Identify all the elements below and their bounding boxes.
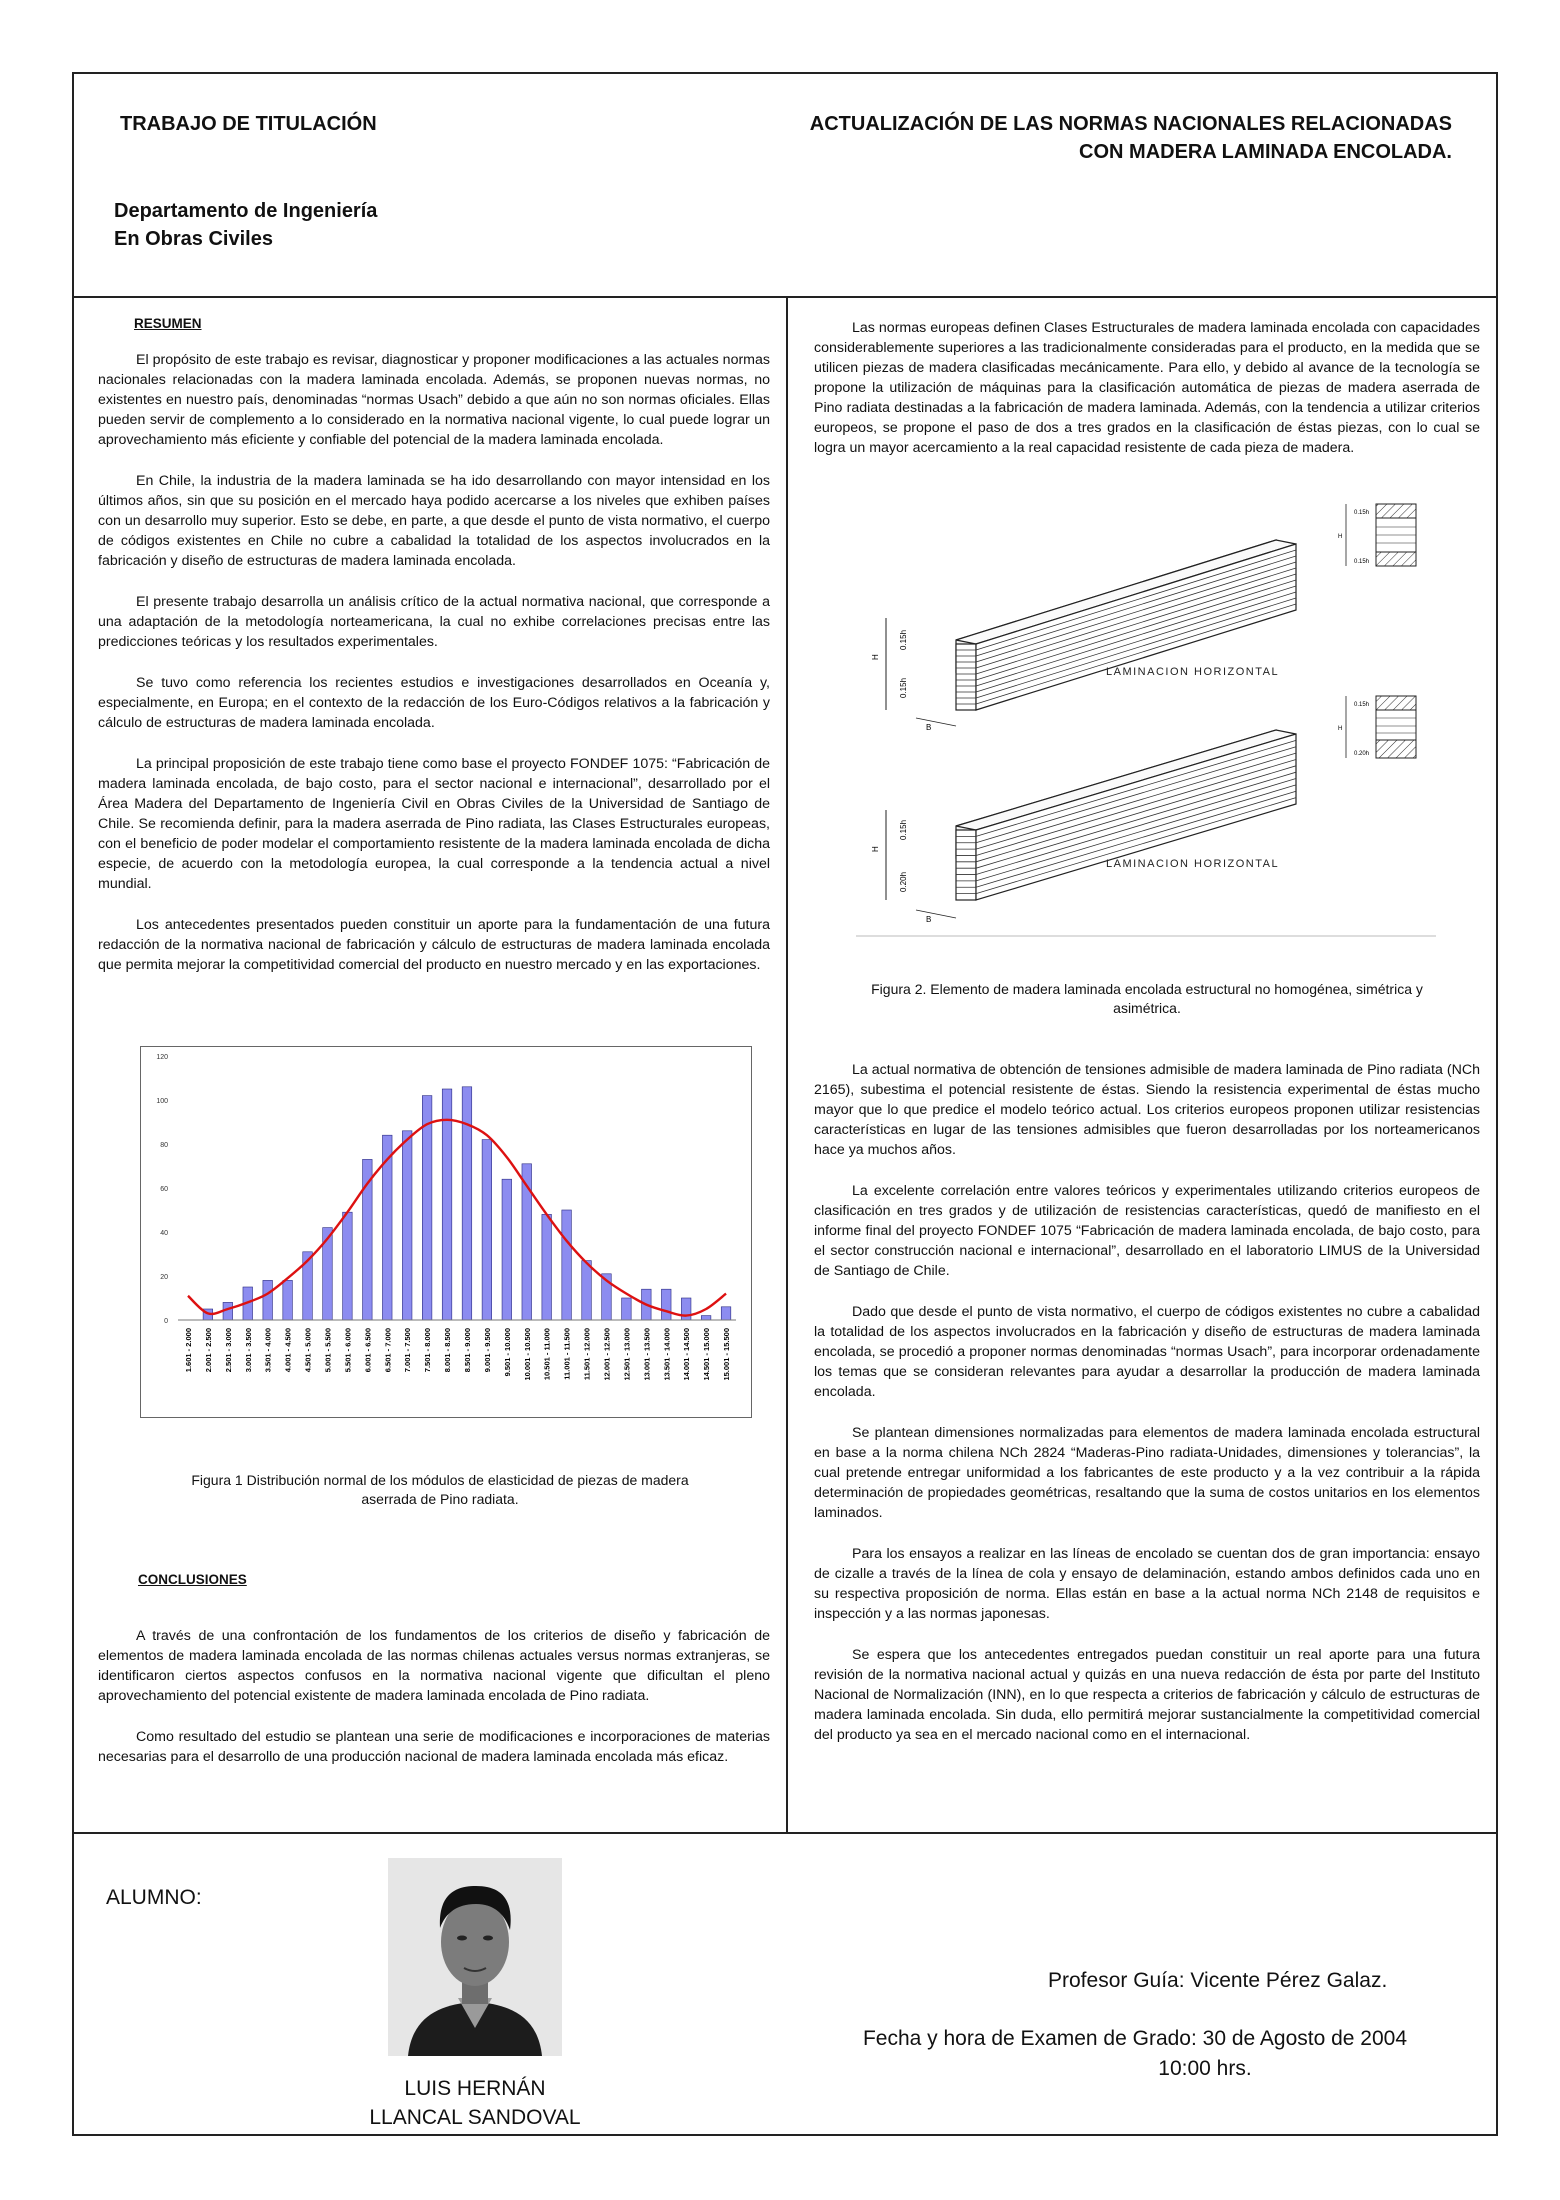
exam-date-line-1: Fecha y hora de Examen de Grado: 30 de Agosto de 2004 [862,2027,1408,2050]
bar [442,1089,452,1320]
conclusion-paragraph: Como resultado del estudio se plantean una serie de modificaciones e incorporaciones de materias necesarias para el desarrollo de una producción nacional de madera laminada encolada más eficaz. [98,1729,770,1765]
lamination-label-top: LAMINACION HORIZONTAL [1106,666,1280,678]
figure2-caption-line-2: asimétrica. [1113,1000,1181,1016]
alumno-label: ALUMNO: [106,1886,202,1909]
footer-divider [72,1832,1498,1834]
y-tick-label: 20 [160,1274,168,1281]
beam-top [871,540,1296,732]
x-tick-label: 4.001 - 4.500 [283,1328,293,1373]
bar [661,1289,671,1320]
y-tick-label: 60 [160,1186,168,1193]
title-line-2: CON MADERA LAMINADA ENCOLADA. [1079,141,1452,163]
exam-time: 10:00 hrs. [1158,2057,1252,2080]
lamination-label-bottom: LAMINACION HORIZONTAL [1106,858,1280,870]
department-line-2: En Obras Civiles [114,228,273,250]
conclusiones-heading: CONCLUSIONES [138,1572,247,1587]
bar [721,1307,731,1320]
conclusion-paragraph: A través de una confrontación de los fundamentos de los criterios de diseño y fabricación de elementos de madera laminada encolada de las normas chilenas actuales versus normas extranjeras, se identificaron ciertos aspectos confusos en la normativa nacional vigente que dificultan el pleno aprovechamiento del potencial existente de madera laminada encolada de Pino radiata. [98,1628,770,1704]
bar [343,1212,353,1320]
column-divider [786,298,788,1834]
x-tick-label: 9.001 - 9.500 [482,1328,492,1373]
thesis-label: TRABAJO DE TITULACIÓN [120,113,377,135]
bar [622,1298,632,1320]
y-tick-label: 100 [156,1098,168,1105]
resumen-paragraph: La principal proposición de este trabajo tiene como base el proyecto FONDEF 1075: “Fabricación de madera laminada encolada, de bajo costo, para el sector nacional e internacional”, desarrollado por el Área Madera del Departamento de Ingeniería Civil en Obras Civiles de la Universidad de Santiago de Chile. Se recomienda definir, para la madera aserrada de Pino radiata, las Clases Estructurales europeas, con el beneficio de poder modelar el comportamiento resistente de la madera laminada encolada de dicha especie, de acuerdo con la metodología europea, la cual corresponde a la tendencia actual a nivel mundial. [98,756,770,892]
dim-h: H [871,654,880,660]
body-paragraph: La excelente correlación entre valores teóricos y experimentales utilizando criterios europeos de clasificación en tres grados y de utilización de resistencias características, quedó de manifiesto en el informe final del proyecto FONDEF 1075 “Fabricación de madera laminada encolada, de bajo costo, para el sector construcción nacional e internacional”, desarrollado en el laboratorio LIMUS de la Universidad de Santiago de Chile. [814,1183,1480,1279]
bar [542,1214,552,1320]
right-column-intro [814,318,1480,479]
bar [582,1261,592,1320]
bar [482,1140,492,1320]
x-tick-label: 11.001 - 11.500 [562,1328,572,1380]
bar [422,1096,432,1320]
dim-015h: 0.15h [1354,559,1370,565]
dim-020h: 0.20h [1354,751,1370,757]
x-tick-label: 10.001 - 10.500 [522,1328,532,1381]
body-paragraph: Dado que desde el punto de vista normativo, el cuerpo de códigos existentes no cubre a cabalidad la totalidad de los aspectos involucrados en la fabricación y diseño de estructuras de madera laminada encolada, se procedió a proponer normas denominadas “normas Usach”, para incorporar ordenadamente los temas que se consideran relevantes para ayudar a desarrollar la producción de madera laminada encolada. [814,1304,1480,1400]
resumen-paragraph: El presente trabajo desarrolla un análisis crítico de la actual normativa nacional, que corresponde a una adaptación de la metodología norteamericana, la cual no exhibe correlaciones precisas entre las predicciones teóricas y los resultados experimentales. [98,594,770,650]
x-tick-label: 15.001 - 15.500 [722,1328,732,1381]
dim-b: B [926,915,932,924]
x-tick-label: 10.501 - 11.000 [542,1328,552,1381]
y-tick-label: 0 [164,1318,168,1325]
dim-015h: 0.15h [899,819,908,840]
student-name [330,2074,620,2132]
professor: Profesor Guía: Vicente Pérez Galaz. [1048,1969,1388,1992]
exam-date [820,2024,1450,2084]
student-name-line-2: LLANCAL SANDOVAL [369,2106,581,2129]
x-tick-label: 14.501 - 15.000 [702,1328,712,1381]
x-tick-label: 14.001 - 14.500 [682,1328,692,1381]
resumen-paragraph: El propósito de este trabajo es revisar, diagnosticar y proponer modificaciones a las actuales normas nacionales relacionadas con la madera laminada encolada. Además, se proponen nuevas normas, no existentes en nuestro país, denominadas “normas Usach” debido a que aún no son normas oficiales. Ellas pueden servir de complemento a lo considerado en la normativa nacional vigente, lo cual puede lograr un aprovechamiento más eficiente y confiable del potencial de la madera laminada encolada. [98,352,770,448]
figure1-caption-line-1: Figura 1 Distribución normal de los módulos de elasticidad de piezas de madera [191,1472,689,1488]
x-tick-label: 13.501 - 14.000 [662,1328,672,1381]
x-tick-label: 8.001 - 8.500 [443,1328,453,1373]
header-divider [72,296,1498,298]
figure2-caption-line-1: Figura 2. Elemento de madera laminada encolada estructural no homogénea, simétrica y [871,981,1423,997]
student-photo [388,1858,562,2056]
laminated-beam-diagram [856,500,1436,940]
x-tick-label: 5.501 - 6.000 [343,1328,353,1373]
figure2-caption [814,980,1480,1018]
bar [402,1131,412,1320]
bar [701,1316,711,1320]
x-tick-label: 1.601 - 2.000 [183,1328,193,1373]
dim-h: H [1338,726,1343,732]
dim-020h: 0.20h [899,871,908,892]
y-tick-label: 80 [160,1142,168,1149]
right-column-body [814,1060,1480,1766]
x-tick-label: 3.001 - 3.500 [243,1328,253,1373]
figure1-caption-line-2: aserrada de Pino radiata. [361,1491,519,1507]
intro-paragraph: Las normas europeas definen Clases Estructurales de madera laminada encolada con capacidades considerablemente superiores a las tradicionalmente consideradas para el producto, en la medida que se utilicen piezas de madera clasificadas mecánicamente. Para ello, y debido al avance de la tecnología se propone la utilización de máquinas para la clasificación automática de piezas de madera aserrada de Pino radiata destinadas a la fabricación de madera laminada. Además, con la tendencia a utilizar criterios europeos, se propone el paso de dos a tres grados en la clasificación de éstas piezas, con lo cual se logra un mayor acercamiento a la real capacidad resistente de cada pieza de madera. [814,320,1480,456]
body-paragraph: Se plantean dimensiones normalizadas para elementos de madera laminada encolada estructural en base a la norma chilena NCh 2824 “Maderas-Pino radiata-Unidades, dimensiones y tolerancias”, la cual pretende entregar uniformidad a los fabricantes de este producto y a la vez contribuir a la rápida determinación de propiedades geométricas, resaltando que la suma de costos unitarios en los elementos laminados. [814,1425,1480,1521]
bar [283,1280,293,1320]
x-tick-label: 3.501 - 4.000 [263,1328,273,1373]
x-tick-label: 6.501 - 7.000 [383,1328,393,1373]
title-line-1: ACTUALIZACIÓN DE LAS NORMAS NACIONALES RELACIONADAS [809,113,1452,135]
cross-section-bottom [1338,696,1416,758]
bar [502,1179,512,1320]
x-tick-label: 12.501 - 13.000 [622,1328,632,1381]
x-tick-label: 11.501 - 12.000 [582,1328,592,1381]
body-paragraph: Para los ensayos a realizar en las líneas de encolado se cuentan dos de gran importancia: ensayo de cizalle a través de la línea de cola y ensayo de delaminación, estando ambos definidos cada uno en su respectiva proposición de norma. Ellas están en base a la actual norma NCh 2148 de requisitos e inspección y a las normas japonesas. [814,1546,1480,1622]
figure1-caption [120,1471,760,1509]
bar [263,1280,273,1320]
page-title [600,110,1452,166]
left-column [98,314,770,996]
y-tick-label: 120 [156,1054,168,1061]
department-line-1: Departamento de Ingeniería [114,200,378,222]
x-tick-label: 6.001 - 6.500 [363,1328,373,1373]
student-name-line-1: LUIS HERNÁN [404,2077,546,2100]
resumen-paragraph: Los antecedentes presentados pueden constituir un aporte para la fundamentación de una futura redacción de la normativa nacional de fabricación y cálculo de estructuras de madera laminada encolada que permita mejorar la competitividad comercial del producto en nuestro mercado y en las exportaciones. [98,917,770,973]
resumen-paragraph: Se tuvo como referencia los recientes estudios e investigaciones desarrollados en Oceanía y, especialmente, en Europa; en el contexto de la redacción de los Euro-Códigos relativos a la fabricación y cálculo de estructuras de madera laminada encolada. [98,675,770,731]
dim-b: B [926,723,932,732]
department [114,197,377,253]
x-tick-label: 5.001 - 5.500 [323,1328,333,1373]
dim-h: H [871,846,880,852]
dim-015h: 0.15h [1354,702,1370,708]
beam-bottom [871,730,1296,924]
x-tick-label: 9.501 - 10.000 [502,1328,512,1377]
dim-h: H [1338,534,1343,540]
dim-015h: 0.15h [1354,510,1370,516]
body-paragraph: La actual normativa de obtención de tensiones admisible de madera laminada de Pino radiata (NCh 2165), subestima el potencial resistente de éstas. Siendo la resistencia experimental de éstas mucho mayor que lo que predice el modelo teórico actual. Los criterios europeos proponen utilizar resistencias características en lugar de las tensiones admisibles que fueron desarrolladas por los norteamericanos hace ya muchos años. [814,1062,1480,1158]
body-paragraph: Se espera que los antecedentes entregados puedan constituir un real aporte para una futura revisión de la normativa nacional actual y quizás en una nueva redacción de ésta por parte del Instituto Nacional de Normalización (INN), en lo que respecta a criterios de fabricación y cálculo de estructuras de madera laminada encolada. Sin duda, ello permitirá mejorar sustancialmente la competitividad comercial del producto ya sea en el mercado nacional como en el internacional. [814,1647,1480,1743]
x-tick-label: 13.001 - 13.500 [642,1328,652,1381]
cross-section-top [1338,504,1416,566]
x-tick-label: 8.501 - 9.000 [462,1328,472,1373]
dim-015h: 0.15h [899,677,908,698]
resumen-paragraph: En Chile, la industria de la madera laminada se ha ido desarrollando con mayor intensidad en los últimos años, sin que su posición en el mercado haya podido acercarse a los niveles que exhiben países con un desarrollo muy superior. Esto se debe, en parte, a que desde el punto de vista normativo, el cuerpo de códigos existentes en Chile no cubre a cabalidad la totalidad de los aspectos involucrados en la fabricación y diseño de estructuras de madera laminada encolada. [98,473,770,569]
elasticity-distribution-chart [140,1046,752,1418]
x-tick-label: 4.501 - 5.000 [303,1328,313,1373]
y-tick-label: 40 [160,1230,168,1237]
bar [562,1210,572,1320]
x-tick-label: 2.001 - 2.500 [203,1328,213,1373]
conclusiones-section [98,1570,770,1788]
resumen-heading: RESUMEN [134,316,202,331]
x-tick-label: 2.501 - 3.000 [223,1328,233,1373]
x-tick-label: 12.001 - 12.500 [602,1328,612,1381]
dim-015h: 0.15h [899,629,908,650]
x-tick-label: 7.501 - 8.000 [423,1328,433,1373]
x-tick-label: 7.001 - 7.500 [403,1328,413,1373]
